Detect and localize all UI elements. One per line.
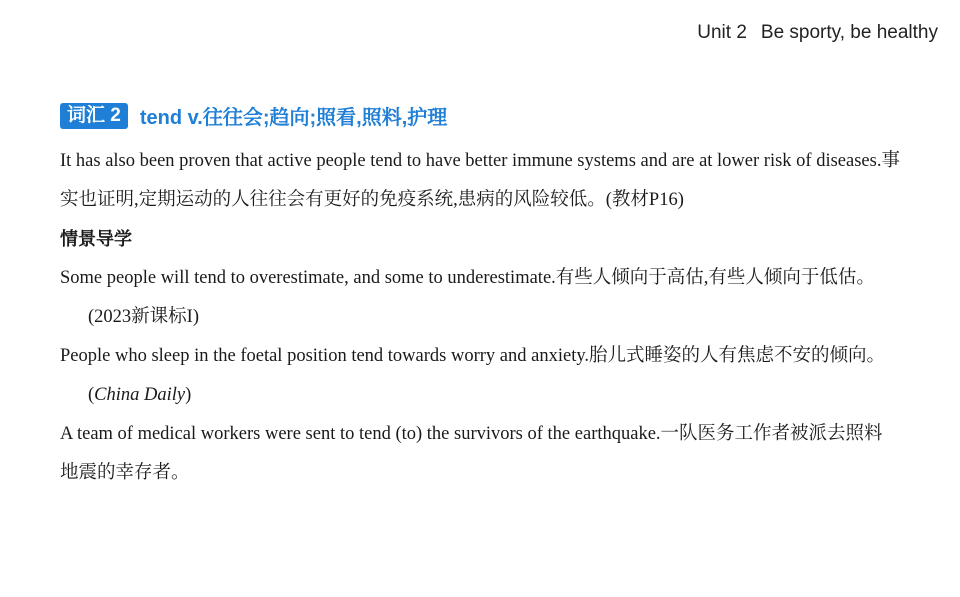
example-2-source-name: China Daily [94,385,186,405]
example-2 [60,337,900,415]
example-1-text: Some people will tend to overestimate, and some to underestimate.有些人倾向于高估,有些人倾向于低估。 [60,268,875,288]
example-3: A team of medical workers were sent to tend (to) the survivors of the earthquake.一队医务工作者被派去照料地震的幸存者。 [60,424,883,483]
example-2-source: (China Daily) [88,385,192,405]
unit-label: Unit 2 [697,22,747,43]
example-1-source: (2023新课标I) [88,307,199,327]
example-2-text: People who sleep in the foetal position tend towards worry and anxiety.胎儿式睡姿的人有焦虑不安的倾向。 [60,346,886,366]
content-body [60,142,900,493]
unit-title: Be sporty, be healthy [760,22,938,43]
page-header [697,22,938,44]
example-1 [60,259,900,337]
vocab-badge: 词汇 2 [60,103,128,129]
vocab-headword: tend v.往往会;趋向;照看,照料,护理 [139,107,448,129]
vocab-heading [60,101,447,130]
textbook-example: It has also been proven that active people tend to have better immune systems and are at lower risk of diseases.事实也证明,定期运动的人往往会有更好的免疫系统,患病的风险较低。(教材P16) [60,151,900,210]
situation-heading: 情景导学 [60,229,132,250]
